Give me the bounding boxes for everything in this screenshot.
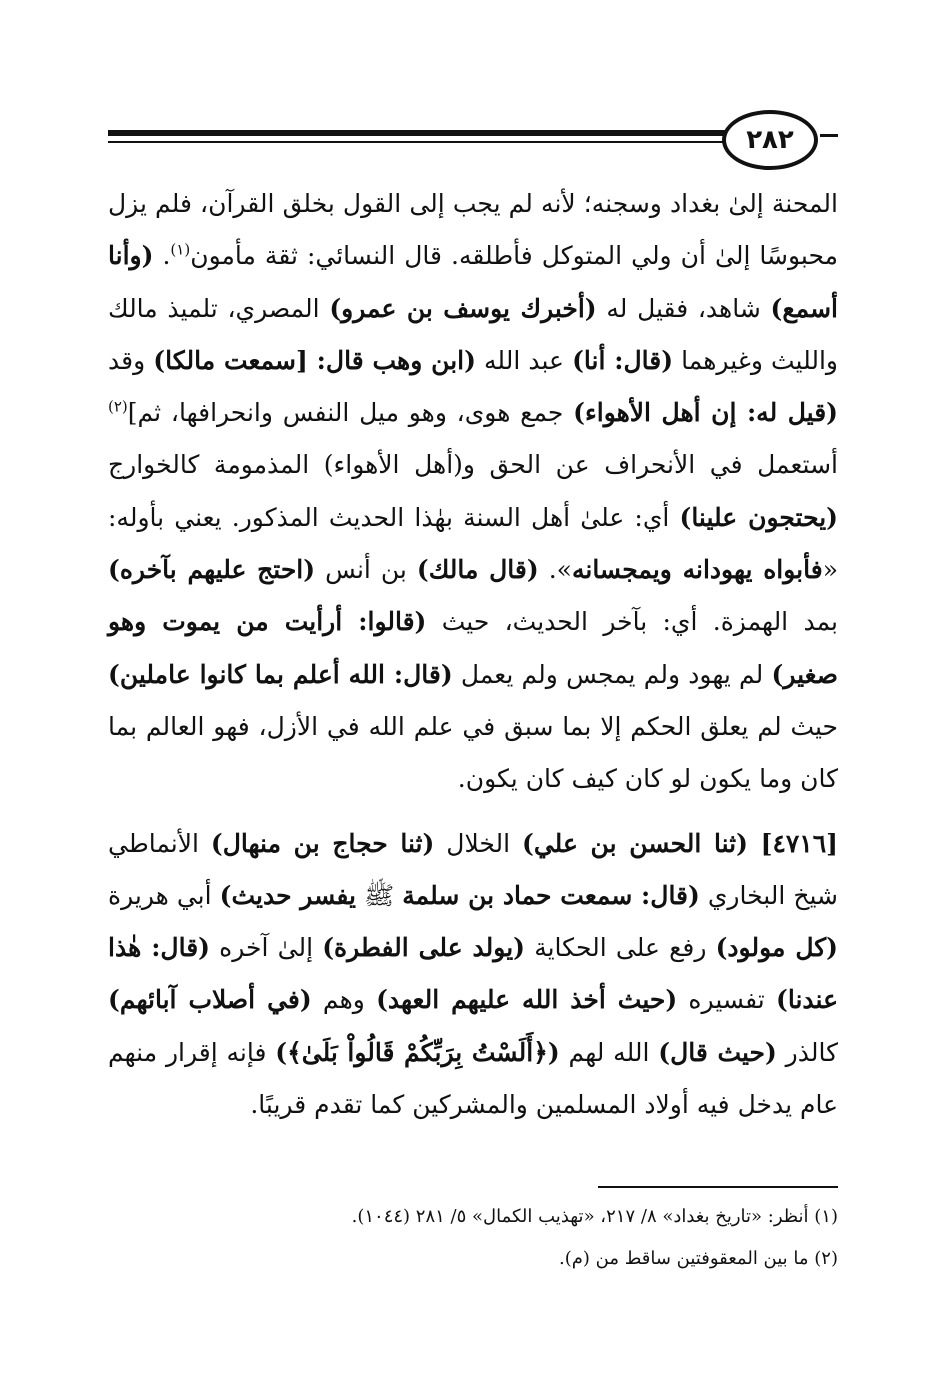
footnotes xyxy=(108,1196,838,1280)
text-segment: بمد الهمزة. أي: بآخر الحديث، حيث xyxy=(426,607,838,637)
text-segment: كالذر xyxy=(776,1037,839,1067)
bold-segment: (ابن وهب قال: [سمعت مالكا) xyxy=(153,345,476,375)
text-segment: بن أنس xyxy=(315,555,417,585)
text-segment: رفع على الحكاية xyxy=(525,933,716,963)
text-segment: . xyxy=(153,241,171,271)
text-segment: جمع هوى، وهو ميل النفس وانحرافها، ثم] xyxy=(127,398,574,428)
bold-segment: (ثنا حجاج بن منهال) xyxy=(210,828,435,858)
footnote-divider xyxy=(598,1186,838,1188)
bold-segment: (قال: هٰذا عندنا) xyxy=(108,933,838,1015)
bold-segment: (قالوا: أرأيت من يموت وهو صغير) xyxy=(108,607,838,689)
header-rule xyxy=(108,130,728,136)
text-segment: المحنة إلىٰ بغداد وسجنه؛ لأنه لم يجب إلى القول بخلق القرآن، فلم يزل محبوسًا إلىٰ أن ولي المتوكل فأطلقه. قال النسائي: ثقة مأمون xyxy=(108,189,838,271)
footnote-ref: (١) xyxy=(170,240,191,259)
bold-segment: (قال مالك) xyxy=(416,555,539,585)
bold-segment: (احتج عليهم بآخره) xyxy=(108,555,316,585)
main-text xyxy=(108,178,838,1131)
hadith-paragraph xyxy=(108,818,838,1132)
text-segment: لم يهود ولم يمجس ولم يعمل xyxy=(452,659,772,689)
text-segment: الله لهم xyxy=(559,1037,659,1067)
header-rule-thin xyxy=(108,141,728,143)
bold-segment: (قال: الله أعلم بما كانوا عاملين) xyxy=(108,659,453,689)
text-segment: الخلال xyxy=(434,828,522,858)
text-segment: أبي هريرة xyxy=(108,880,220,910)
page-number: ٢٨٢ xyxy=(722,110,818,170)
bold-segment: (أخبرك يوسف بن عمرو) xyxy=(329,293,597,323)
text-segment: حيث لم يعلق الحكم إلا بما سبق في علم الله في الأزل، فهو العالم بما كان وما يكون لو كان كيف كان يكون. xyxy=(108,711,838,794)
footnote-ref: (٢) xyxy=(108,397,128,416)
text-segment: شاهد، فقيل له xyxy=(596,293,771,323)
text-segment: المصري، تلميذ مالك والليث وغيرهما xyxy=(108,293,839,375)
header-rule-right xyxy=(820,134,838,137)
footnote-1: (١) أنظر: «تاريخ بغداد» ٨/ ٢١٧، «تهذيب الكمال» ٥/ ٢٨١ (١٠٤٤). xyxy=(351,1206,838,1227)
bold-segment: (كل مولود) xyxy=(715,933,838,963)
footnote-2: (٢) ما بين المعقوفتين ساقط من (م). xyxy=(559,1248,838,1269)
text-segment: ﷺ xyxy=(356,880,403,910)
text-segment: الأنماطي شيخ البخاري xyxy=(108,828,839,910)
bold-segment: (حيث قال) xyxy=(658,1037,777,1067)
bold-segment: (يحتجون علينا) xyxy=(679,502,838,532)
text-segment: وهم xyxy=(311,985,377,1015)
bold-segment: (قال: أنا) xyxy=(572,345,674,375)
bold-segment: (قال: سمعت حماد بن سلمة xyxy=(402,880,700,910)
text-segment: أي: علىٰ أهل السنة بهٰذا الحديث المذكور. يعني بأوله: « xyxy=(108,502,838,585)
bold-segment: (حيث أخذ الله عليهم العهد) xyxy=(376,985,678,1015)
bold-segment: [٤٧١٦] (ثنا الحسن بن علي) xyxy=(522,828,838,858)
bold-segment: (قيل له: إن أهل الأهواء) xyxy=(573,398,838,428)
text-segment: فإنه إقرار منهم عام يدخل فيه أولاد المسلمين والمشركين كما تقدم قريبًا. xyxy=(108,1037,838,1120)
text-segment: تفسيره xyxy=(677,985,776,1015)
bold-segment: (يولد على الفطرة) xyxy=(322,933,526,963)
bold-segment: فأبواه يهودانه ويمجسانه xyxy=(571,555,823,585)
bold-segment: (﴿أَلَسْتُ بِرَبِّكُمْ قَالُواْ بَلَىٰ﴾) xyxy=(275,1037,560,1067)
bold-segment: يفسر حديث) xyxy=(219,880,356,910)
text-segment: ». xyxy=(538,555,572,585)
bold-segment: (وأنا أسمع) xyxy=(108,241,838,323)
text-segment: إلىٰ آخره xyxy=(209,933,323,963)
commentary-paragraph xyxy=(108,178,838,806)
bold-segment: (في أصلاب آبائهم) xyxy=(108,985,312,1015)
text-segment: وقد xyxy=(108,345,154,375)
text-segment: عبد الله xyxy=(475,345,573,375)
text-segment: أستعمل في الأنحراف عن الحق و(أهل الأهواء) المذمومة كالخوارج xyxy=(108,450,838,480)
